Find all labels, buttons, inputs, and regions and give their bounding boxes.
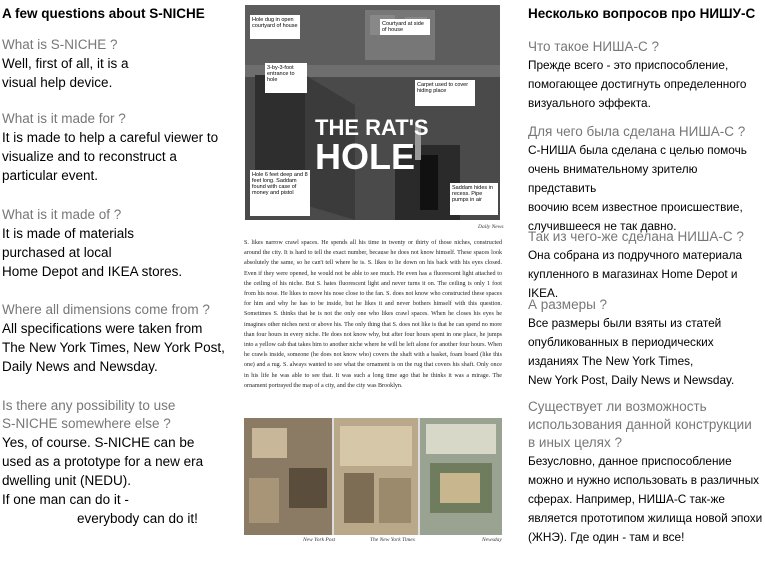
faq-item-ru-2 bbox=[528, 123, 765, 236]
answer-line: used as a prototype for a new era bbox=[2, 454, 204, 469]
faq-item-ru-5 bbox=[528, 398, 765, 547]
callout-saddam-recess: Saddam hides in recess. Pipe pumps in air bbox=[450, 183, 498, 205]
credit-daily-news: Daily News bbox=[478, 224, 504, 230]
callout-entrance: 3-by-3-foot entrance to hole bbox=[265, 63, 307, 85]
clipping-article-text: S. likes narrow crawl spaces. He spends all his time in twenty or thirty of those niches, constructed around the city. It is hard to tell the exact number, because he does not know himself. These spaces look absolutely the same, so he can't tell where he is. S. likes to lie down on his back with his eyes closed. Even if they were opened, he would not be able to see much. He even has a fluorescent light attached to the ceiling of his niche. But S. hates fluorescent light and never turns it on. The ceiling is only 1 foot from his nose. He likes to move his nose close to the fan. S. does not know who constructed these spaces for him and why he has to be inside, but he likes it and never bothers himself with this question. Sometimes S. thinks that he is not the only one who likes crawl spaces. When he closes his eyes he imagines other niches next or above his. The only thing that S. does not like is that he can spend no more than four hours in every niche. He does not know why, but after four hours spent in one place, he jumps into a yellow cab that takes him to another niche where he will be left alone for another four hours. When he crawls inside, someone (he does not know who) covers the shaft with a basket, foam board (like this one) and a rug. S. always wanted to see what the ornament is on the rug that covers his shaft. Only once in his life he was able to see that. It was such a long time ago that he thinks it was a mirage. The ornament portrayed the map of a city, and the city was Brooklyn. bbox=[244, 240, 502, 389]
answer-line: можно и нужно использовать в различных bbox=[528, 473, 760, 487]
photo-new-york-post bbox=[244, 418, 332, 535]
headline-hole: HOLE bbox=[315, 136, 416, 177]
newspaper-photos-strip bbox=[244, 418, 502, 535]
question: Where all dimensions come from ? bbox=[2, 302, 210, 317]
answer-line: изданиях The New York Times, bbox=[528, 354, 694, 368]
faq-item-1 bbox=[2, 36, 237, 92]
answer-line: everybody can do it! bbox=[77, 511, 198, 526]
question: Для чего была сделана НИША-С ? bbox=[528, 124, 746, 139]
photo-new-york-times bbox=[334, 418, 418, 535]
question: А размеры ? bbox=[528, 297, 608, 312]
question: Так из чего-же сделана НИША-С ? bbox=[528, 229, 744, 244]
answer-line: particular event. bbox=[2, 168, 99, 183]
question: What is S-NICHE ? bbox=[2, 37, 118, 52]
answer-line: visualize and to reconstruct a bbox=[2, 149, 177, 164]
answer-line: It is made of materials bbox=[2, 226, 135, 241]
question: Is there any possibility to use bbox=[2, 398, 176, 413]
answer-line: Все размеры были взяты из статей bbox=[528, 316, 722, 330]
answer-line: (ЖНЭ). Где один - там и все! bbox=[528, 530, 685, 544]
photo-newsday bbox=[420, 418, 502, 535]
answer-line: сферах. Например, НИША-С так-же bbox=[528, 492, 725, 506]
credit-new-york-times: The New York Times bbox=[370, 537, 415, 543]
question: S-NICHE somewhere else ? bbox=[2, 416, 171, 431]
english-title: A few questions about S-NICHE bbox=[2, 6, 205, 21]
answer-line: помогающее достигнуть определенного bbox=[528, 77, 747, 91]
answer-line: The New York Times, New York Post, bbox=[2, 340, 225, 355]
answer-line: Прежде всего - это приспособление, bbox=[528, 58, 729, 72]
answer-line: воочию всем известное происшествие, bbox=[528, 200, 743, 214]
question: Что такое НИША-С ? bbox=[528, 39, 659, 54]
question: Существует ли возможность bbox=[528, 399, 707, 414]
answer-line: Home Depot and IKEA stores. bbox=[2, 264, 183, 279]
faq-item-3 bbox=[2, 206, 237, 281]
callout-hole-dug: Hole dug in open courtyard of house bbox=[250, 15, 300, 31]
russian-title: Несколько вопросов про НИШУ-С bbox=[528, 6, 756, 21]
credit-new-york-post: New York Post bbox=[303, 537, 336, 543]
question: в иных целях ? bbox=[528, 435, 622, 450]
answer-line: очень внимательному зрителю представить bbox=[528, 162, 698, 195]
russian-column bbox=[528, 0, 765, 544]
answer-line: visual help device. bbox=[2, 75, 113, 90]
answer-line: purchased at local bbox=[2, 245, 112, 260]
faq-item-4 bbox=[2, 301, 237, 376]
answer-line: купленного в магазинах Home Depot и IKEA. bbox=[528, 267, 738, 300]
question: What is it made for ? bbox=[2, 111, 126, 126]
answer-line: Безусловно, данное приспособление bbox=[528, 454, 732, 468]
faq-item-ru-3 bbox=[528, 228, 765, 303]
callout-courtyard: Courtyard at side of house bbox=[380, 19, 430, 35]
answer-line: Она собрана из подручного материала bbox=[528, 248, 743, 262]
answer-line: случившееся не так давно. bbox=[528, 219, 677, 233]
headline-rats: THE RAT'S bbox=[315, 115, 429, 140]
question: What is it made of ? bbox=[2, 207, 122, 222]
answer-line: New York Post, Daily News и Newsday. bbox=[528, 373, 735, 387]
callout-hole-depth: Hole 6 feet deep and 8 feet long. Saddam found with case of money and pistol bbox=[250, 170, 310, 198]
question: использования данной конструкции bbox=[528, 417, 752, 432]
answer-line: Yes, of course. S-NICHE can be bbox=[2, 435, 195, 450]
callout-carpet: Carpet used to cover hiding place bbox=[415, 80, 475, 96]
answer-line: опубликованных в периодических bbox=[528, 335, 714, 349]
answer-line: All specifications were taken from bbox=[2, 321, 203, 336]
answer-line: If one man can do it - bbox=[2, 492, 129, 507]
answer-line: является прототипом жилища новой эпохи bbox=[528, 511, 763, 525]
answer-line: визуального эффекта. bbox=[528, 96, 651, 110]
newspaper-diagram bbox=[245, 5, 500, 220]
credit-newsday: Newsday bbox=[482, 537, 502, 543]
faq-item-5 bbox=[2, 397, 237, 528]
answer-line: It is made to help a careful viewer to bbox=[2, 130, 219, 145]
answer-line: С-НИША была сделана с целью помочь bbox=[528, 143, 747, 157]
faq-item-ru-4 bbox=[528, 296, 765, 390]
faq-item-2 bbox=[2, 110, 237, 185]
faq-item-ru-1 bbox=[528, 38, 765, 113]
english-column bbox=[2, 0, 237, 526]
answer-line: dwelling unit (NEDU). bbox=[2, 473, 132, 488]
answer-line: Daily News and Newsday. bbox=[2, 359, 158, 374]
answer-line: Well, first of all, it is a bbox=[2, 56, 129, 71]
